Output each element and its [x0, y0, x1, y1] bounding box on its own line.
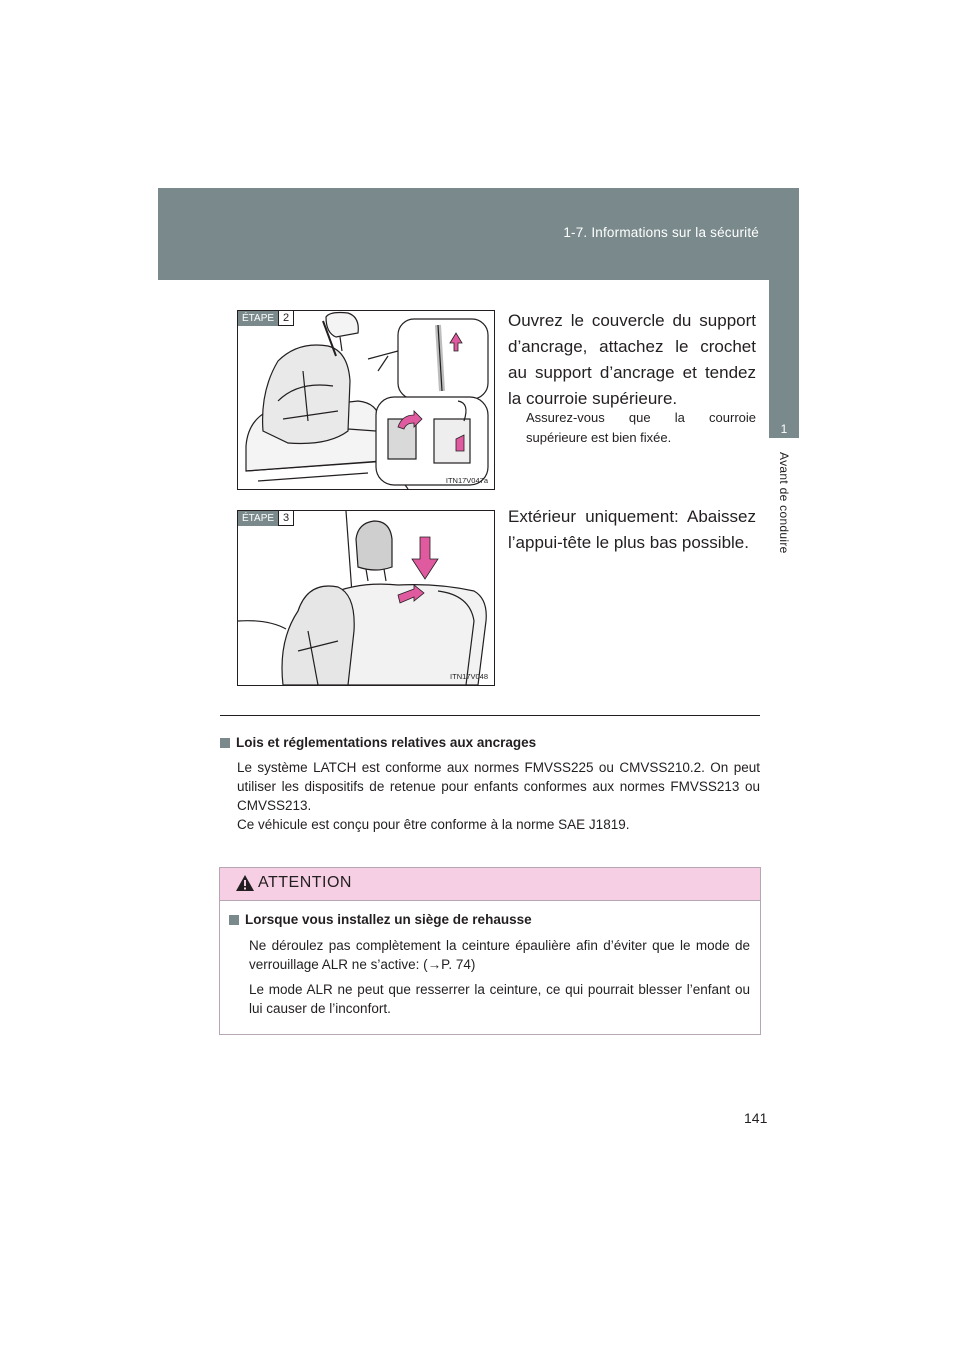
caution-body [220, 901, 760, 1018]
illustration-code: ITN17V047a [445, 476, 488, 485]
step-badge [238, 511, 294, 526]
caution-subtitle-text: Lorsque vous installez un siège de rehausse [245, 912, 532, 927]
child-seat-tether-illustration [238, 311, 494, 489]
section-divider [220, 715, 760, 716]
step-badge-number: 2 [278, 311, 294, 326]
page-number: 141 [744, 1110, 768, 1126]
info-body [237, 758, 760, 834]
section-header-band [158, 188, 799, 280]
chapter-tab [769, 280, 799, 438]
caution-paragraph: Ne déroulez pas complètement la ceinture épaulière afin d’éviter que le mode de verrouillage ALR ne s’active: (→P. 74) [249, 938, 750, 972]
caution-text [249, 936, 750, 1018]
step-badge-number: 3 [278, 511, 294, 526]
caution-header [220, 868, 760, 901]
step-2-note: Assurez-vous que la courroie supérieure est bien fixée. [526, 410, 756, 445]
chapter-label-text: Avant de conduire [777, 452, 791, 554]
section-title: 1-7. Informations sur la sécurité [563, 225, 759, 240]
square-bullet-icon [220, 738, 230, 748]
step-2-illustration [237, 310, 495, 490]
chapter-number: 1 [780, 422, 788, 436]
step-3-text: Extérieur uniquement: Abaissez l’appui-tête le plus bas possible. [508, 507, 756, 552]
info-title-text: Lois et réglementations relatives aux ancrages [236, 735, 537, 750]
step-2-text: Ouvrez le couvercle du support d’ancrage, attachez le crochet au support d’ancrage et tendez la courroie supérieure. [508, 311, 756, 408]
info-paragraph: Ce véhicule est conçu pour être conforme à la norme SAE J1819. [237, 817, 630, 832]
square-bullet-icon [229, 915, 239, 925]
chapter-label [769, 452, 799, 572]
illustration-code: ITN17V048 [450, 672, 488, 681]
step-badge-label: ÉTAPE [238, 311, 278, 326]
caution-title: ATTENTION [258, 874, 352, 891]
caution-paragraph: Le mode ALR ne peut que resserrer la ceinture, ce qui pourrait blesser l’enfant ou lui causer de l’inconfort. [249, 982, 750, 1016]
info-title [220, 733, 760, 753]
warning-triangle-icon [235, 874, 255, 892]
caution-box [219, 867, 761, 1035]
info-section [220, 733, 760, 834]
step-badge [238, 311, 294, 326]
headrest-lowering-illustration [238, 511, 494, 685]
step-3-illustration [237, 510, 495, 686]
step-badge-label: ÉTAPE [238, 511, 278, 526]
caution-subtitle [229, 910, 750, 930]
info-paragraph: Le système LATCH est conforme aux normes FMVSS225 ou CMVSS210.2. On peut utiliser les dispositifs de retenue pour enfants conformes aux normes FMVSS213 ou CMVSS213. [237, 760, 760, 813]
